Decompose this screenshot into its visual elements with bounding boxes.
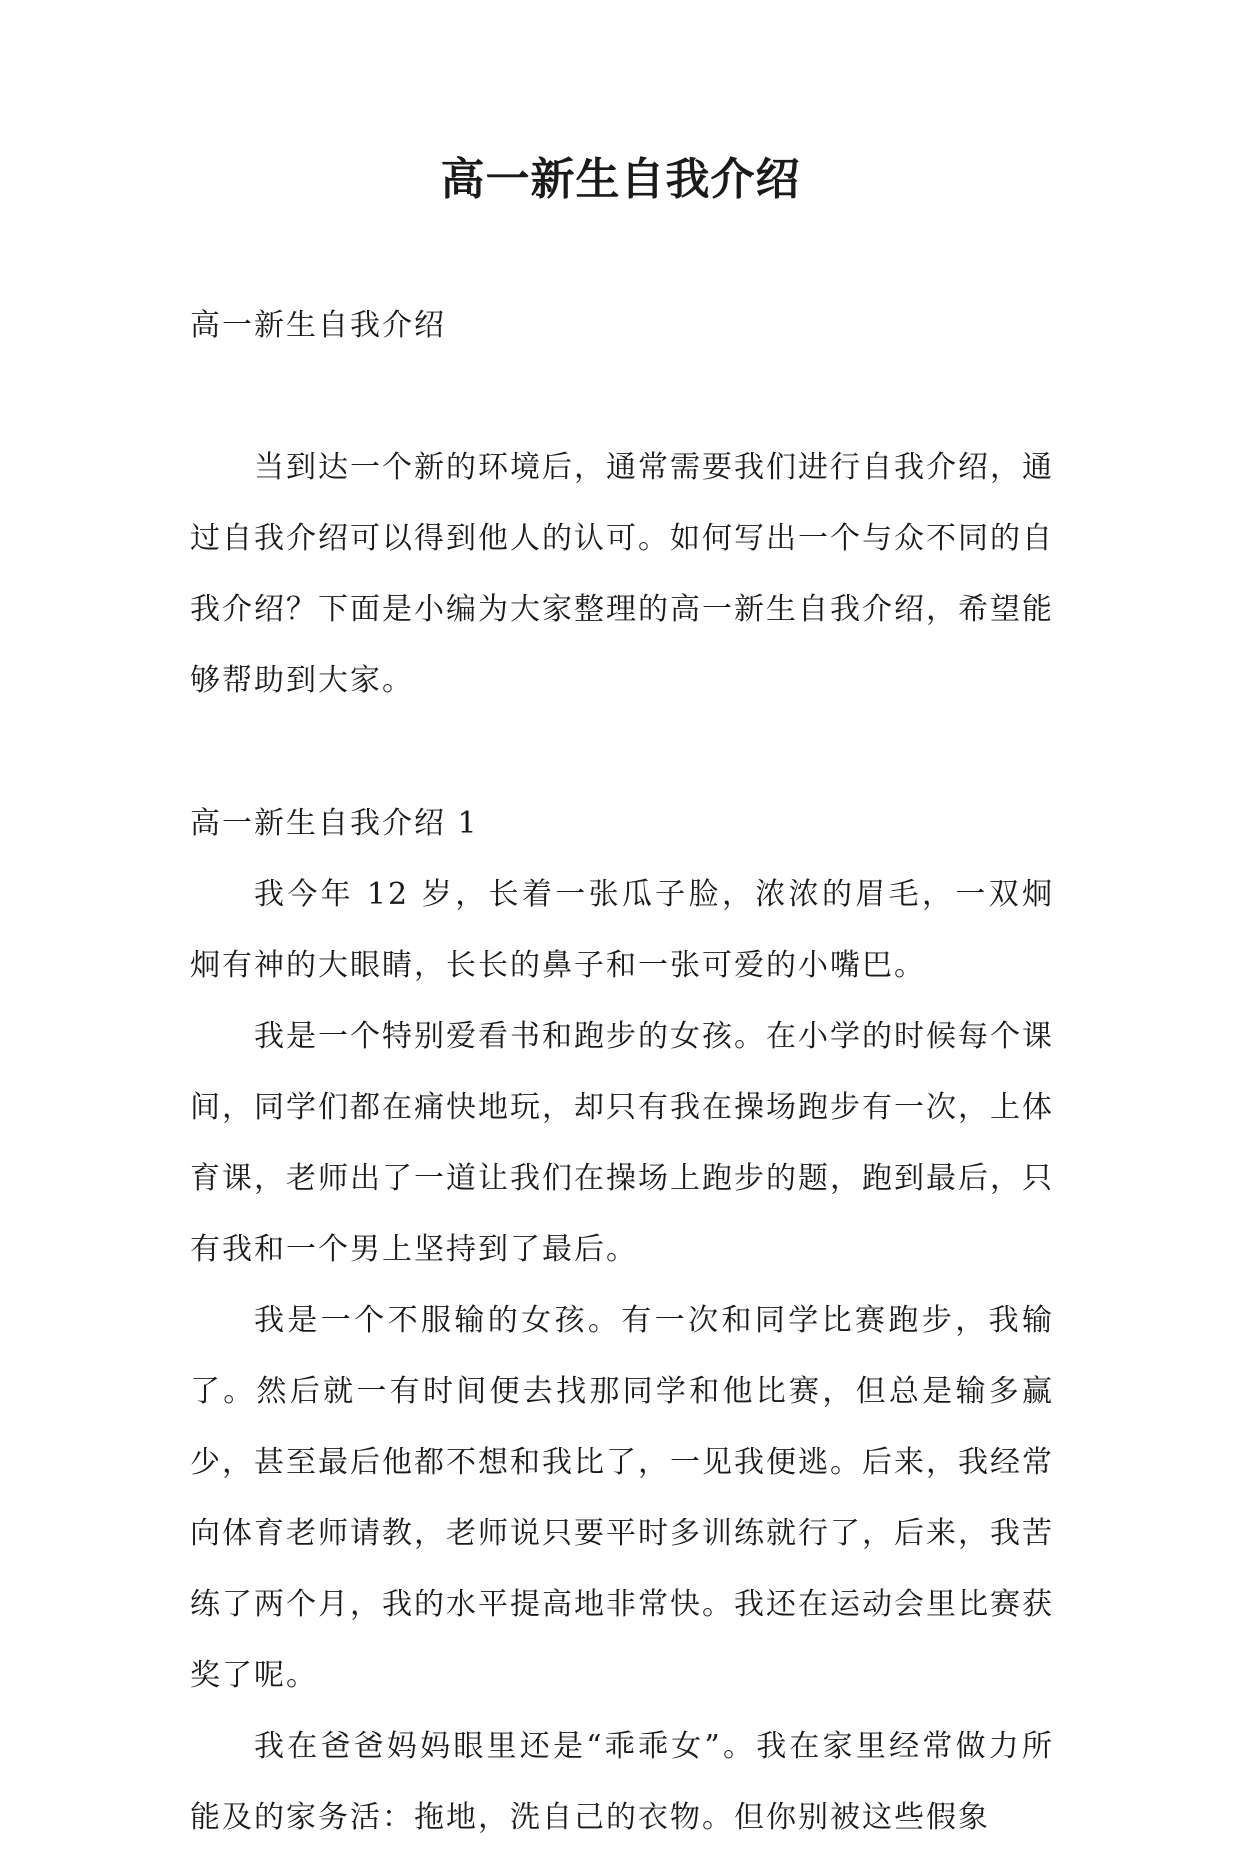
document-subtitle: 高一新生自我介绍: [190, 308, 446, 343]
section-heading: 高一新生自我介绍 1: [190, 806, 479, 841]
document-title: 高一新生自我介绍: [440, 154, 801, 205]
body-paragraph: 我是一个特别爱看书和跑步的女孩。在小学的时候每个课间，同学们都在痛快地玩，却只有我在操场跑步有一次，上体育课，老师出了一道让我们在操场上跑步的题，跑到最后，只有我和一个男上坚持到了最后。: [190, 1019, 1054, 1267]
spacer: [190, 361, 1054, 432]
body-paragraph: 我是一个不服输的女孩。有一次和同学比赛跑步，我输了。然后就一有时间便去找那同学和他比赛，但总是输多赢少，甚至最后他都不想和我比了，一见我便逃。后来，我经常向体育老师请教，老师说只要平时多训练就行了，后来，我苦练了两个月，我的水平提高地非常快。我还在运动会里比赛获奖了呢。: [190, 1303, 1054, 1693]
body-paragraph: 我在爸爸妈妈眼里还是“乖乖女”。我在家里经常做力所能及的家务活：拖地，洗自己的衣物。但你别被这些假象: [190, 1729, 1054, 1835]
body-paragraph: 我今年 12 岁，长着一张瓜子脸，浓浓的眉毛，一双炯炯有神的大眼睛，长长的鼻子和一张可爱的小嘴巴。: [190, 877, 1054, 983]
intro-paragraph: 当到达一个新的环境后，通常需要我们进行自我介绍，通过自我介绍可以得到他人的认可。如何写出一个与众不同的自我介绍？下面是小编为大家整理的高一新生自我介绍，希望能够帮助到大家。: [190, 450, 1054, 698]
document-body: [190, 290, 1054, 1853]
spacer: [190, 716, 1054, 788]
